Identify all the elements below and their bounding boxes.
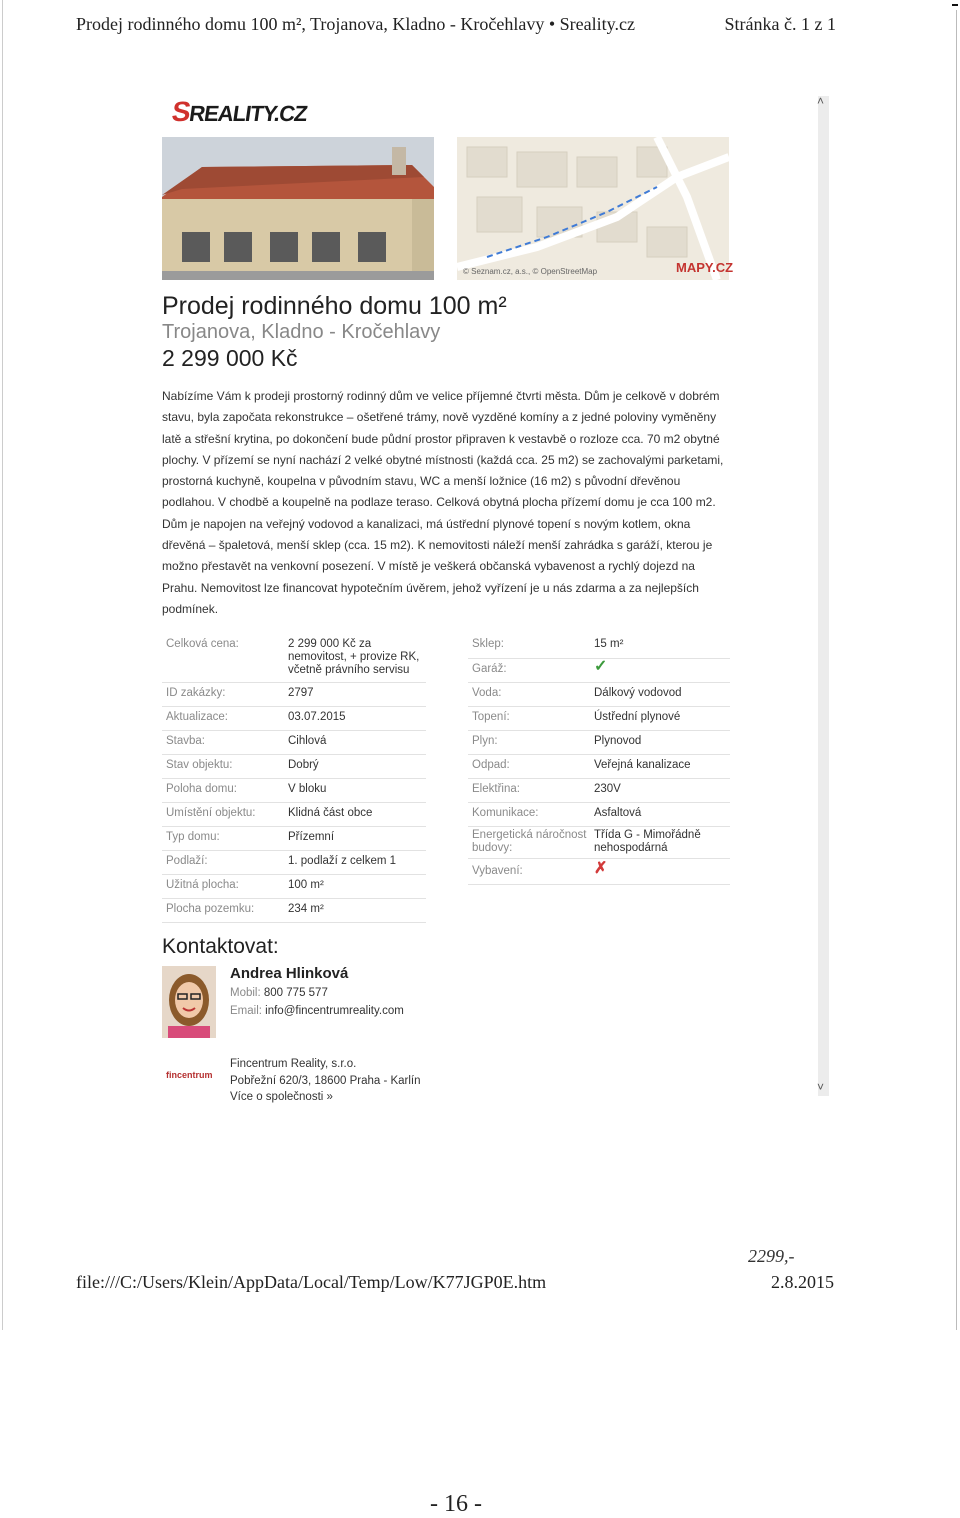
house-illustration — [162, 137, 434, 280]
scan-edge-left — [2, 0, 3, 1330]
param-row: Garáž: ✓ — [468, 658, 730, 683]
param-row: Podlaží: 1. podlaží z celkem 1 — [162, 850, 426, 875]
handwritten-note: 2299,- — [748, 1246, 795, 1266]
agent-email: Email: info@fincentrumreality.com — [230, 1005, 404, 1017]
location-map[interactable] — [457, 137, 729, 280]
listing-price: 2 299 000 Kč — [162, 345, 298, 371]
company-info — [230, 1056, 421, 1106]
param-row: Sklep: 15 m² — [468, 634, 730, 659]
company-link[interactable]: Více o společnosti » — [230, 1091, 333, 1103]
agent-name[interactable]: Andrea Hlinková — [230, 965, 349, 982]
param-row: Stavba: Cihlová — [162, 730, 426, 755]
param-row: Umístění objektu: Klidná část obce — [162, 802, 426, 827]
param-row: Topení: Ústřední plynové — [468, 706, 730, 731]
param-row: Odpad: Veřejná kanalizace — [468, 754, 730, 779]
scan-edge-right — [956, 10, 957, 1330]
scrollbar[interactable] — [818, 96, 829, 1096]
scan-mark — [952, 4, 958, 6]
param-row: Stav objektu: Dobrý — [162, 754, 426, 779]
param-row: Plocha pozemku: 234 m² — [162, 898, 426, 923]
print-date: 2.8.2015 — [771, 1272, 834, 1292]
listing-location: Trojanova, Kladno - Kročehlavy — [162, 321, 441, 343]
print-page-count: Stránka č. 1 z 1 — [724, 14, 836, 34]
print-footer — [76, 1272, 834, 1293]
param-row: Elektřina: 230V — [468, 778, 730, 803]
check-icon: ✓ — [594, 658, 608, 675]
house-photo[interactable] — [162, 137, 434, 280]
cross-icon: ✗ — [594, 860, 608, 877]
page-number: - 16 - — [430, 1491, 482, 1517]
company-name: Fincentrum Reality, s.r.o. — [230, 1058, 357, 1070]
param-row: Komunikace: Asfaltová — [468, 802, 730, 827]
company-address: Pobřežní 620/3, 18600 Praha - Karlín — [230, 1074, 421, 1087]
sreality-logo[interactable]: SREALITY.CZ — [169, 96, 309, 127]
listing-description: Nabízíme Vám k prodeji prostorný rodinný dům ve velice příjemné čtvrti města. Dům je celkově v dobrém stavu, byla započata rekonstrukce – ošetřené trámy, nově vyzděné komíny a z jedné poloviny vyměněny latě a střešní krytina, po dokončení bude půdní prostor připraven k vestavbě o rozloze cca. 70 m2 obytné plochy. V přízemí se nyní nachází 2 velké obytné místnosti (každá cca. 25 m2) se zachovalými parketami, prostorná kuchyně, koupelna v původním stavu, WC a menší ložnice (16 m2) s původní dřevěnou podlahou. V chodbě a koupelně na podlaze teraso. Celková obytná plocha přízemí domu je cca 100 m2. Dům je napojen na veřejný vodovod a kanalizaci, má ústřední plynové topení s novým kotlem, okna dřevěná – špaletová, menší sklep (cca. 15 m2). K nemovitosti náleží menší zahrádka s garáží, kterou je možno přestavět na venkovní posezení. V místě je veškerá občanská vybavenost a rychlý dojezd na Prahu. Nemovitost lze financovat hypotečním úvěrem, jehož vyřízení je u nás zdarma a za nejlepších podmínek. — [162, 389, 724, 616]
agent-avatar — [162, 966, 216, 1038]
param-row: Užitná plocha: 100 m² — [162, 874, 426, 899]
listing-title: Prodej rodinného domu 100 m² — [162, 292, 507, 320]
scroll-up-icon[interactable]: ˄ — [817, 94, 825, 108]
contact-heading: Kontaktovat: — [162, 935, 279, 958]
scroll-down-icon[interactable]: ˅ — [817, 1080, 825, 1094]
map-attribution[interactable]: © Seznam.cz, a.s., © OpenStreetMap — [463, 267, 598, 276]
fincentrum-logo: fincentrum — [166, 1070, 213, 1080]
param-row: Voda: Dálkový vodovod — [468, 682, 730, 707]
param-row: ID zakázky: 2797 — [162, 682, 426, 707]
param-row: Energetická náročnost budovy: Třída G - Mimořádně nehospodárná — [468, 826, 730, 859]
agent-mobile: Mobil: 800 775 577 — [230, 987, 328, 999]
file-path: file:///C:/Users/Klein/AppData/Local/Temp/Low/K77JGP0E.htm — [76, 1272, 547, 1292]
param-row: Poloha domu: V bloku — [162, 778, 426, 803]
print-title: Prodej rodinného domu 100 m², Trojanova, Kladno - Kročehlavy • Sreality.cz — [76, 14, 635, 34]
mapy-logo[interactable]: MAPY.CZ — [676, 260, 734, 275]
param-row: Celková cena: 2 299 000 Kč za nemovitost, + provize RK, včetně právního servisu — [162, 634, 426, 683]
print-header — [76, 14, 836, 35]
param-row: Typ domu: Přízemní — [162, 826, 426, 851]
avatar-illustration — [162, 966, 216, 1038]
param-row: Aktualizace: 03.07.2015 — [162, 706, 426, 731]
param-row: Plyn: Plynovod — [468, 730, 730, 755]
param-row: Vybavení: ✗ — [468, 858, 730, 885]
map-illustration — [457, 137, 729, 280]
